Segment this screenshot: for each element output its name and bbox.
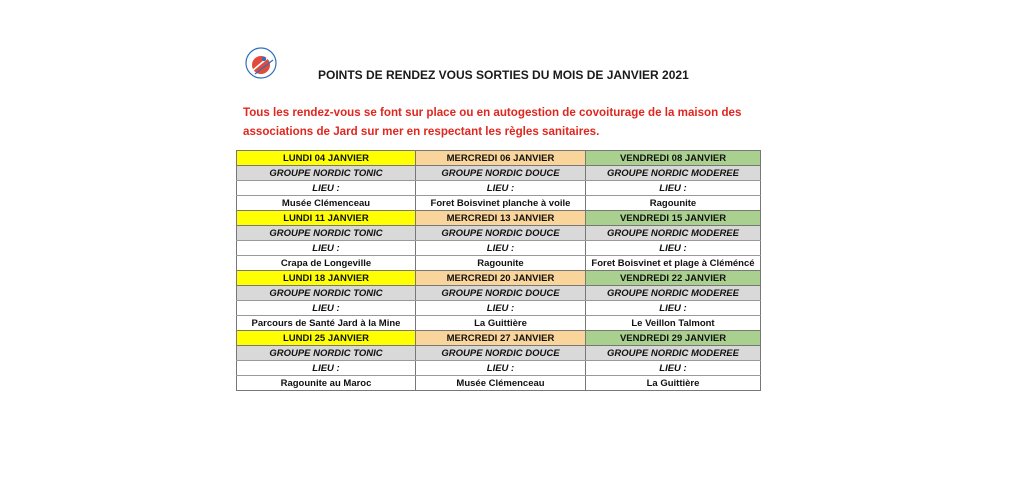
lieu-label: LIEU : <box>237 241 416 256</box>
lieu-label: LIEU : <box>416 181 586 196</box>
place-cell: Ragounite <box>416 256 586 271</box>
group-cell: GROUPE NORDIC TONIC <box>237 346 416 361</box>
place-cell: Ragounite au Maroc <box>237 376 416 391</box>
place-cell: Ragounite <box>586 196 761 211</box>
week-3-place-row <box>237 316 761 331</box>
group-cell: GROUPE NORDIC MODEREE <box>586 166 761 181</box>
schedule-table <box>236 150 761 391</box>
week-1-place-row <box>237 196 761 211</box>
week-4-group-row <box>237 346 761 361</box>
nordic-tonic-logo <box>240 44 282 80</box>
day-header: VENDREDI 29 JANVIER <box>586 331 761 346</box>
lieu-label: LIEU : <box>416 361 586 376</box>
place-cell: Parcours de Santé Jard à la Mine <box>237 316 416 331</box>
week-3-lieu-row <box>237 301 761 316</box>
group-cell: GROUPE NORDIC TONIC <box>237 286 416 301</box>
lieu-label: LIEU : <box>237 181 416 196</box>
week-2-place-row <box>237 256 761 271</box>
week-2-lieu-row <box>237 241 761 256</box>
day-header: LUNDI 25 JANVIER <box>237 331 416 346</box>
day-header: LUNDI 04 JANVIER <box>237 151 416 166</box>
place-cell: Crapa de Longeville <box>237 256 416 271</box>
lieu-label: LIEU : <box>237 361 416 376</box>
week-4-lieu-row <box>237 361 761 376</box>
lieu-label: LIEU : <box>237 301 416 316</box>
lieu-label: LIEU : <box>586 361 761 376</box>
week-4-place-row <box>237 376 761 391</box>
day-header: MERCREDI 06 JANVIER <box>416 151 586 166</box>
group-cell: GROUPE NORDIC DOUCE <box>416 226 586 241</box>
group-cell: GROUPE NORDIC DOUCE <box>416 346 586 361</box>
place-cell: La Guittière <box>586 376 761 391</box>
group-cell: GROUPE NORDIC MODEREE <box>586 226 761 241</box>
place-cell: Musée Clémenceau <box>237 196 416 211</box>
group-cell: GROUPE NORDIC TONIC <box>237 166 416 181</box>
place-cell: La Guittière <box>416 316 586 331</box>
day-header: MERCREDI 27 JANVIER <box>416 331 586 346</box>
place-cell: Musée Clémenceau <box>416 376 586 391</box>
day-header: MERCREDI 20 JANVIER <box>416 271 586 286</box>
group-cell: GROUPE NORDIC TONIC <box>237 226 416 241</box>
day-header: VENDREDI 15 JANVIER <box>586 211 761 226</box>
lieu-label: LIEU : <box>586 241 761 256</box>
week-4-date-row <box>237 331 761 346</box>
week-2-group-row <box>237 226 761 241</box>
group-cell: GROUPE NORDIC MODEREE <box>586 346 761 361</box>
page-title: POINTS DE RENDEZ VOUS SORTIES DU MOIS DE JANVIER 2021 <box>318 68 689 82</box>
week-3-date-row <box>237 271 761 286</box>
place-cell: Le Veillon Talmont <box>586 316 761 331</box>
week-3-group-row <box>237 286 761 301</box>
day-header: VENDREDI 22 JANVIER <box>586 271 761 286</box>
week-2-date-row <box>237 211 761 226</box>
notice-text: Tous les rendez-vous se font sur place ou en autogestion de covoiturage de la maison des associations de Jard sur mer en respectant les règles sanitaires. <box>243 106 742 138</box>
week-1-lieu-row <box>237 181 761 196</box>
day-header: VENDREDI 08 JANVIER <box>586 151 761 166</box>
day-header: LUNDI 11 JANVIER <box>237 211 416 226</box>
lieu-label: LIEU : <box>586 181 761 196</box>
day-header: MERCREDI 13 JANVIER <box>416 211 586 226</box>
group-cell: GROUPE NORDIC DOUCE <box>416 286 586 301</box>
lieu-label: LIEU : <box>416 301 586 316</box>
place-cell: Foret Boisvinet et plage à Cléméncé <box>586 256 761 271</box>
lieu-label: LIEU : <box>586 301 761 316</box>
week-1-date-row <box>237 151 761 166</box>
group-cell: GROUPE NORDIC MODEREE <box>586 286 761 301</box>
group-cell: GROUPE NORDIC DOUCE <box>416 166 586 181</box>
week-1-group-row <box>237 166 761 181</box>
lieu-label: LIEU : <box>416 241 586 256</box>
place-cell: Foret Boisvinet planche à voile <box>416 196 586 211</box>
day-header: LUNDI 18 JANVIER <box>237 271 416 286</box>
